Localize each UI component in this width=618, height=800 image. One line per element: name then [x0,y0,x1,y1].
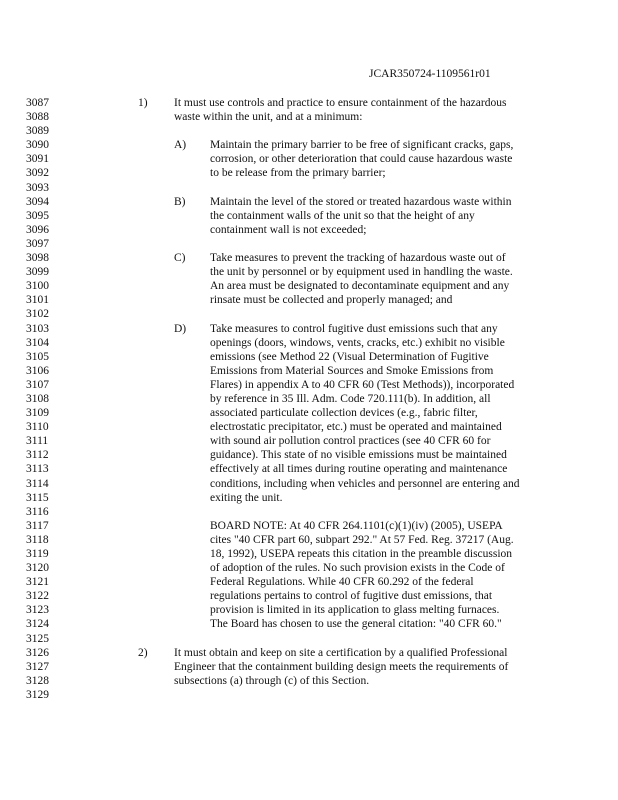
line-text: rinsate must be collected and properly managed; and [210,294,453,307]
document-line [0,152,618,166]
line-number: 3125 [26,632,49,645]
document-line [0,124,618,138]
line-text: Federal Regulations. While 40 CFR 60.292 of the federal [210,576,474,589]
document-line [0,448,618,462]
line-text: guidance). This state of no visible emissions must be maintained [210,449,507,462]
document-line [0,660,618,674]
list-marker: C) [174,252,186,265]
line-number: 3088 [26,111,49,124]
document-line [0,237,618,251]
document-line [0,110,618,124]
document-line [0,477,618,491]
line-number: 3090 [26,139,49,152]
document-line [0,674,618,688]
line-number: 3089 [26,125,49,138]
line-text: It must obtain and keep on site a certification by a qualified Professional [174,646,508,659]
line-text: electrostatic precipitator, etc.) must be operated and maintained [210,421,502,434]
line-number: 3110 [26,421,49,434]
line-text: conditions, including when vehicles and personnel are entering and [210,477,520,490]
line-number: 3121 [26,576,49,589]
document-line [0,265,618,279]
line-number: 3103 [26,322,49,335]
line-number: 3113 [26,463,49,476]
line-number: 3097 [26,237,49,250]
document-line [0,434,618,448]
list-marker: 2) [138,646,148,659]
line-text: cites "40 CFR part 60, subpart 292." At 57 Fed. Reg. 37217 (Aug. [210,533,514,546]
line-text: regulations pertains to control of fugitive dust emissions, that [210,590,493,603]
line-number: 3127 [26,660,49,673]
line-number: 3109 [26,407,49,420]
line-number: 3112 [26,449,49,462]
document-line [0,293,618,307]
line-number: 3118 [26,533,49,546]
document-line [0,138,618,152]
line-text: subsections (a) through (c) of this Section. [174,674,370,687]
line-number: 3101 [26,294,49,307]
line-text: Maintain the level of the stored or treated hazardous waste within [210,195,512,208]
document-line [0,166,618,180]
line-text: Take measures to control fugitive dust emissions such that any [210,322,498,335]
line-number: 3087 [26,97,49,109]
line-number: 3102 [26,308,49,321]
document-line [0,364,618,378]
line-number: 3096 [26,223,49,236]
document-line [0,617,618,631]
line-number: 3119 [26,548,49,560]
list-marker: D) [174,322,187,335]
line-number: 3099 [26,266,49,279]
line-number: 3106 [26,364,49,377]
line-text: openings (doors, windows, vents, cracks, etc.) exhibit no visible [210,336,505,349]
document-line [0,575,618,589]
document-line [0,336,618,350]
line-number: 3094 [26,195,49,208]
document-line [0,519,618,533]
document-line [0,491,618,505]
line-number: 3120 [26,562,49,575]
list-marker: 1) [138,97,148,109]
line-number: 3108 [26,392,49,405]
line-number: 3095 [26,209,49,222]
document-line [0,589,618,603]
document-line [0,350,618,364]
document-line [0,307,618,321]
document-line [0,547,618,561]
line-number: 3098 [26,252,49,265]
line-number: 3111 [26,435,49,448]
line-number: 3124 [26,618,49,631]
line-text: emissions (see Method 22 (Visual Determination of Fugitive [210,350,489,363]
line-text: effectively at all times during routine operating and maintenance [210,463,508,476]
document-line [0,462,618,476]
document-line [0,251,618,265]
line-number: 3117 [26,519,49,532]
document-line [0,533,618,547]
line-number: 3092 [26,167,49,180]
line-text: corrosion, or other deterioration that could cause hazardous waste [210,153,513,166]
line-text: Engineer that the containment building design meets the requirements of [174,660,509,673]
line-number: 3091 [26,153,49,166]
line-text: Emissions from Material Sources and Smoke Emissions from [210,364,494,377]
line-number: 3116 [26,505,49,518]
document-line [0,378,618,392]
document-line [0,195,618,209]
line-number: 3128 [26,674,49,687]
line-text: with sound air pollution control practices (see 40 CFR 60 for [210,435,491,448]
line-text: of adoption of the rules. No such provision exists in the Code of [210,562,505,575]
line-text: the containment walls of the unit so that the height of any [210,209,475,222]
line-number: 3126 [26,646,49,659]
document-line [0,603,618,617]
line-number: 3093 [26,181,49,194]
line-text: exiting the unit. [210,491,283,504]
line-text: 18, 1992), USEPA repeats this citation in the preamble discussion [210,548,513,560]
document-line [0,96,618,110]
line-number: 3105 [26,350,49,363]
line-text: containment wall is not exceeded; [210,223,367,236]
list-marker: A) [174,139,187,152]
document-line [0,322,618,336]
line-text: Take measures to prevent the tracking of hazardous waste out of [210,252,506,265]
line-text: the unit by personnel or by equipment used in handling the waste. [210,266,513,279]
line-text: It must use controls and practice to ensure containment of the hazardous [174,97,507,109]
document-line [0,420,618,434]
line-text: Flares) in appendix A to 40 CFR 60 (Test Methods)), incorporated [210,378,515,391]
line-text: associated particulate collection devices (e.g., fabric filter, [210,407,478,420]
document-line [0,392,618,406]
line-text: waste within the unit, and at a minimum: [174,111,363,124]
line-number: 3115 [26,491,49,504]
line-text: provision is limited in its application to glass melting furnaces. [210,604,500,617]
line-text: by reference in 35 Ill. Adm. Code 720.111(b). In addition, all [210,392,491,405]
document-line [0,406,618,420]
line-text: BOARD NOTE: At 40 CFR 264.1101(c)(1)(iv) (2005), USEPA [210,519,503,532]
line-number: 3122 [26,590,49,603]
document-line [0,181,618,195]
document-line [0,209,618,223]
document-line [0,561,618,575]
line-number: 3129 [26,688,49,701]
document-id-header: JCAR350724-1109561r01 [369,68,491,80]
line-text: Maintain the primary barrier to be free of significant cracks, gaps, [210,139,514,152]
line-text: The Board has chosen to use the general citation: "40 CFR 60." [210,618,502,631]
document-line [0,505,618,519]
line-number: 3104 [26,336,49,349]
document-line [0,279,618,293]
line-number: 3107 [26,378,49,391]
line-number: 3100 [26,280,49,293]
line-text: An area must be designated to decontaminate equipment and any [210,280,510,293]
list-marker: B) [174,195,186,208]
line-text: to be release from the primary barrier; [210,167,386,180]
line-number: 3123 [26,604,49,617]
line-number: 3114 [26,477,49,490]
document-line [0,646,618,660]
document-line [0,688,618,702]
document-line [0,632,618,646]
document-body [0,96,618,702]
document-line [0,223,618,237]
